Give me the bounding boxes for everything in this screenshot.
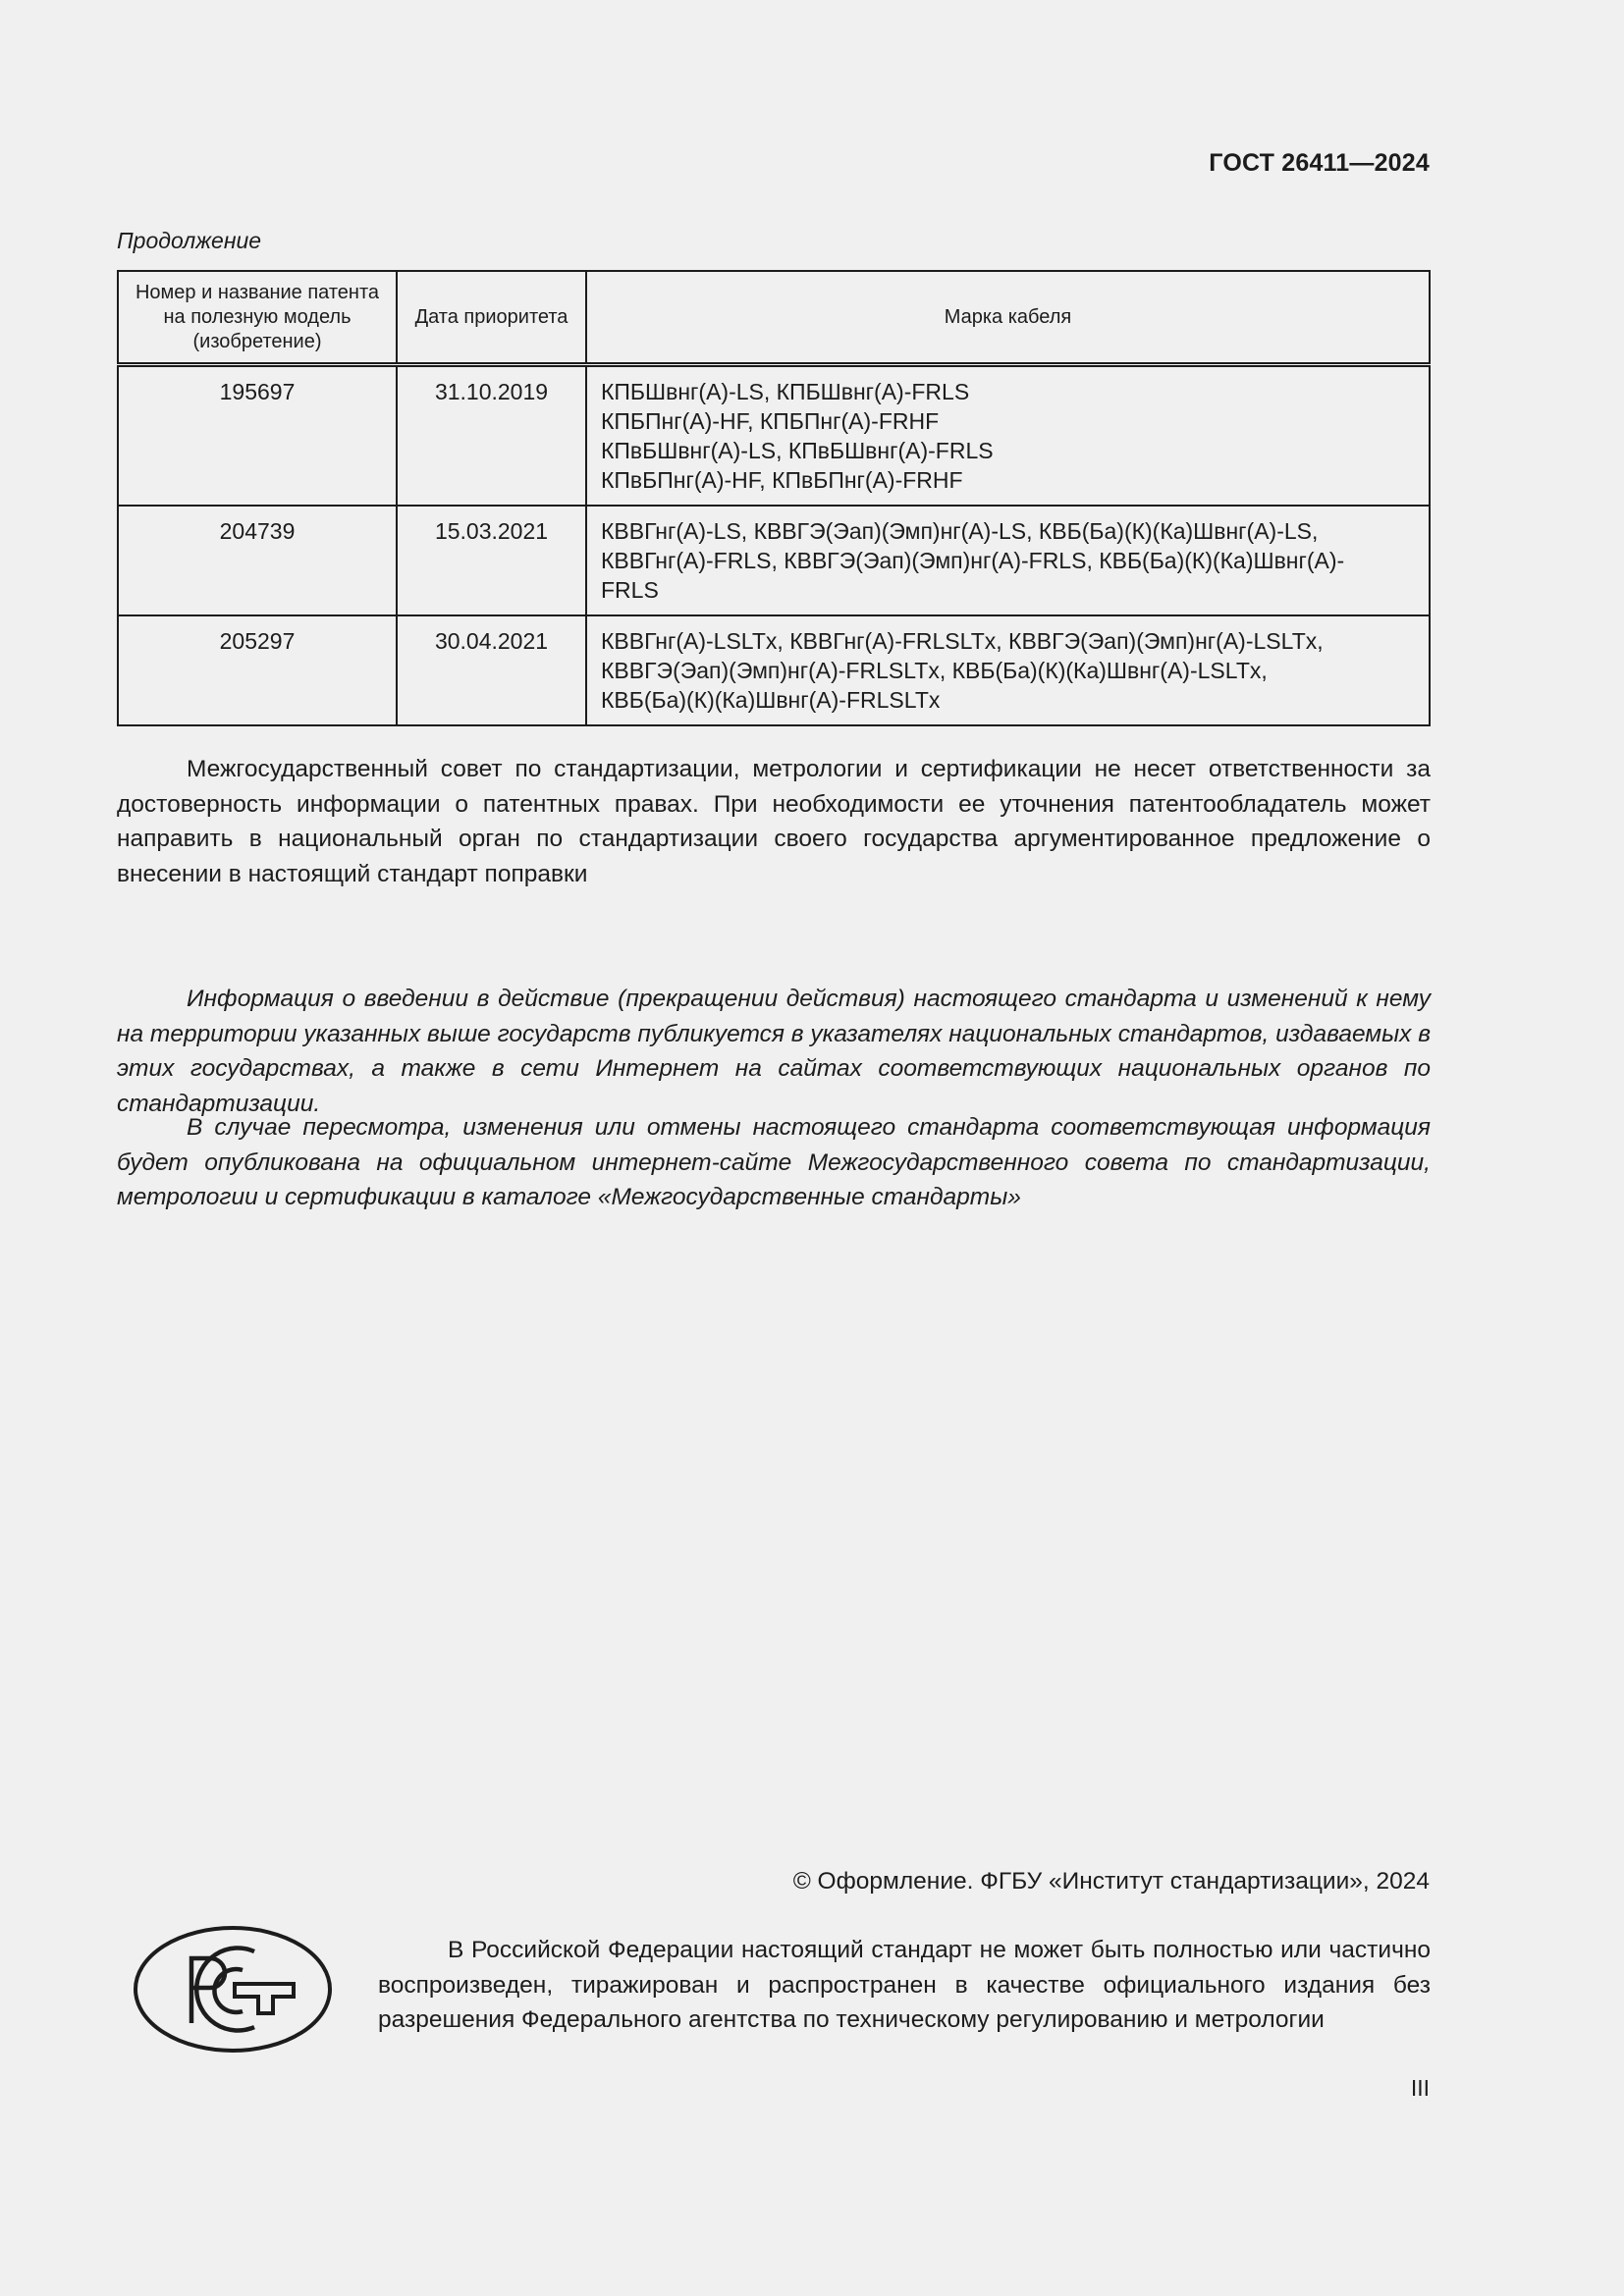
- table-continuation-label: Продолжение: [117, 228, 262, 253]
- council-disclaimer-paragraph: Межгосударственный совет по стандартизации, метрологии и сертификации не несет ответственности за достоверность информации о патентных правах. При необходимости ее уточнения патентообладатель может направить в национальный орган по стандартизации своего государства аргументированное предложение о внесении в настоящий стандарт поправки: [117, 756, 1431, 887]
- table-row: [118, 365, 1430, 507]
- cable-marks: [586, 506, 1430, 615]
- copyright-line: © Оформление. ФГБУ «Институт стандартизации», 2024: [792, 1868, 1430, 1895]
- info-publication-paragraph: Информация о введении в действие (прекращении действия) настоящего стандарта и изменений к нему на территории указанных выше государств публикуется в указателях национальных стандартов, издаваемых в этих государствах, а также в сети Интернет на сайтах соответствующих национальных органов по стандартизации.: [117, 986, 1431, 1117]
- cable-marks: [586, 365, 1430, 507]
- table-header-row: [118, 271, 1430, 365]
- patent-number: 204739: [118, 506, 397, 615]
- patents-table: [117, 270, 1431, 726]
- priority-date: 15.03.2021: [397, 506, 586, 615]
- table-row: [118, 506, 1430, 615]
- cable-mark-line: КПБПнг(А)-HF, КПБПнг(А)-FRHF: [601, 408, 940, 434]
- cable-mark-line: КВВГнг(А)-FRLS, КВВГЭ(Эап)(Эмп)нг(А)-FRLS, КВБ(Ба)(К)(Ка)Швнг(А)-: [601, 548, 1345, 573]
- cable-mark-line: КПБШвнг(А)-LS, КПБШвнг(А)-FRLS: [601, 379, 970, 404]
- column-header-priority-date: Дата приоритета: [397, 271, 586, 365]
- document-code: ГОСТ 26411—2024: [1209, 149, 1430, 177]
- priority-date: 30.04.2021: [397, 615, 586, 725]
- cable-mark-line: FRLS: [601, 577, 659, 603]
- cable-mark-line: КПвБПнг(А)-HF, КПвБПнг(А)-FRHF: [601, 467, 963, 493]
- column-header-patent: Номер и название патента на полезную модель (изобретение): [118, 271, 397, 365]
- revision-info-paragraph: В случае пересмотра, изменения или отмены настоящего стандарта соответствующая информация будет опубликована на официальном интернет-сайте Межгосударственного совета по стандартизации, метрологии и сертификации в каталоге «Межгосударственные стандарты»: [117, 1114, 1431, 1210]
- cable-mark-line: КВБ(Ба)(К)(Ка)Швнг(А)-FRLSLTx: [601, 687, 941, 713]
- cable-mark-line: КВВГЭ(Эап)(Эмп)нг(А)-FRLSLTx, КВБ(Ба)(К)(Ка)Швнг(А)-LSLTx,: [601, 658, 1268, 683]
- cable-mark-line: КВВГнг(А)-LS, КВВГЭ(Эап)(Эмп)нг(А)-LS, КВБ(Ба)(К)(Ка)Швнг(А)-LS,: [601, 518, 1319, 544]
- patent-number: 205297: [118, 615, 397, 725]
- patent-number: 195697: [118, 365, 397, 507]
- priority-date: 31.10.2019: [397, 365, 586, 507]
- cable-mark-line: КПвБШвнг(А)-LS, КПвБШвнг(А)-FRLS: [601, 438, 994, 463]
- cable-mark-line: КВВГнг(А)-LSLTx, КВВГнг(А)-FRLSLTx, КВВГЭ(Эап)(Эмп)нг(А)-LSLTx,: [601, 628, 1324, 654]
- gost-r-conformity-mark-icon: [133, 1925, 333, 2054]
- cable-marks: [586, 615, 1430, 725]
- column-header-cable-mark: Марка кабеля: [586, 271, 1430, 365]
- table-row: [118, 615, 1430, 725]
- reproduction-restriction-note: В Российской Федерации настоящий стандарт не может быть полностью или частично воспроизведен, тиражирован и распространен в качестве официального издания без разрешения Федерального агентства по техническому регулированию и метрологии: [378, 1937, 1431, 2033]
- page-number: III: [1410, 2075, 1430, 2101]
